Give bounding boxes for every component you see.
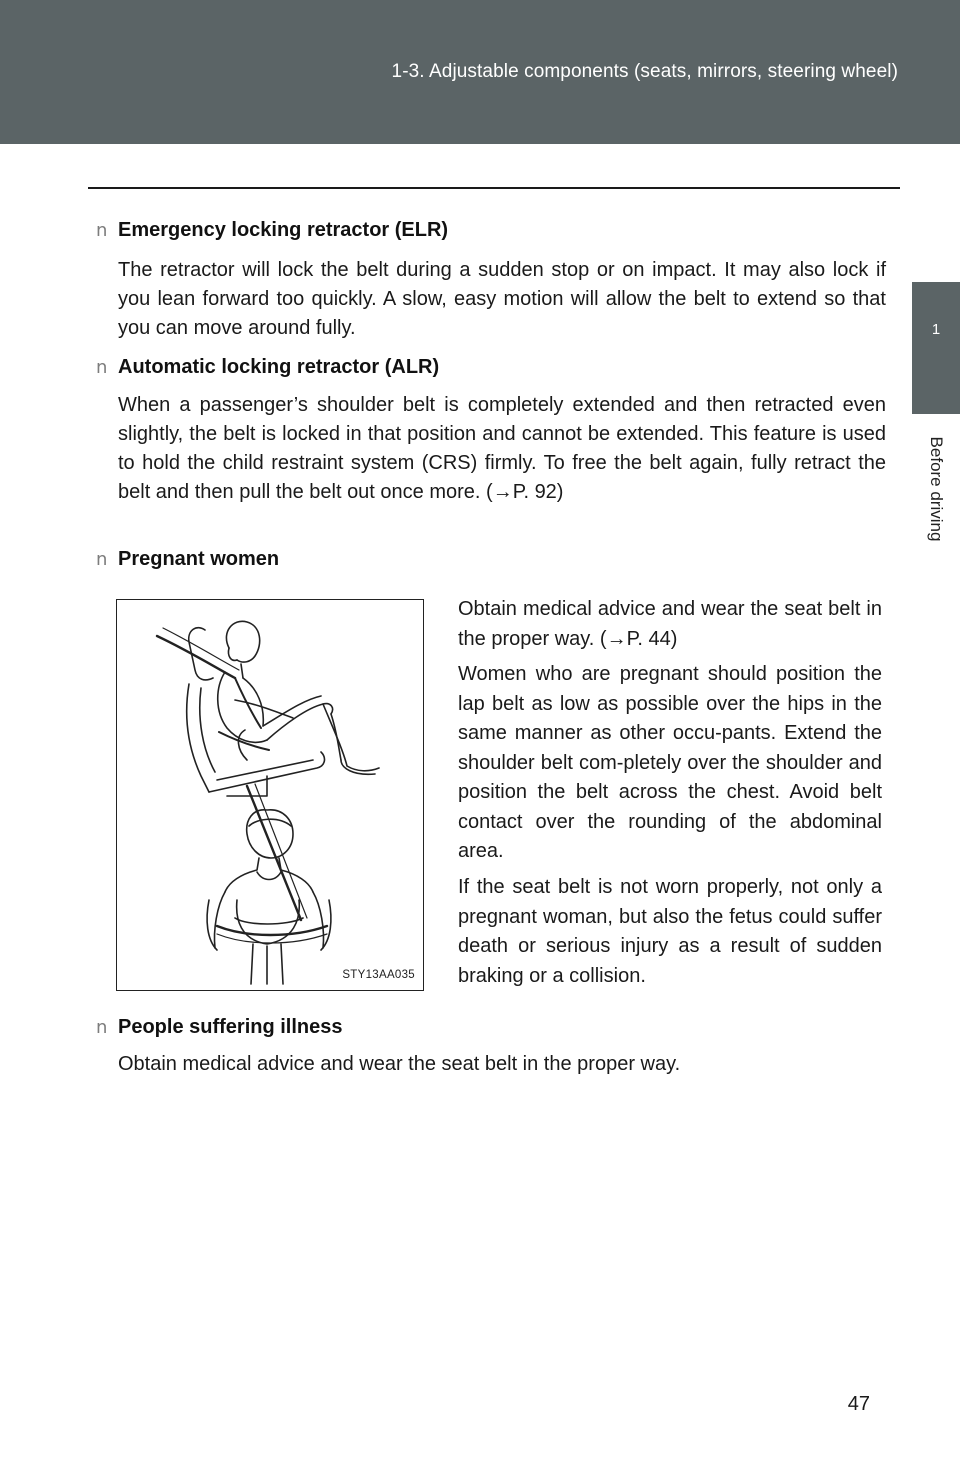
figure-code: STY13AA035 [342,969,415,981]
paragraph-pregnant-2: Women who are pregnant should position the lap belt as low as possible over the hips in the same manner as other occu-pants. Extend the shoulder belt com-pletely over the shoulder and position the belt across the chest. Avoid belt contact over the rounding of the abdominal area. [458,663,882,862]
heading-pregnant [96,548,279,571]
header-rule [88,187,900,189]
page-number: 47 [847,1393,870,1415]
figure-pregnant-seatbelt [116,599,424,991]
bullet-icon: n [96,549,108,570]
chapter-tab [912,282,960,414]
chapter-label-box [912,414,960,564]
paragraph-pregnant-3: If the seat belt is not worn properly, not only a pregnant woman, but also the fetus could suffer death or serious injury as a result of sudden braking or a collision. [458,876,882,987]
chapter-label: Before driving [927,436,946,542]
paragraph-elr: The retractor will lock the belt during a sudden stop or on impact. It may also lock if you lean forward too quickly. A slow, easy motion will allow the belt to extend so that you can move around fully. [118,259,886,339]
heading-elr-text: Emergency locking retractor (ELR) [118,219,449,241]
paragraph-illness: Obtain medical advice and wear the seat belt in the proper way. [118,1053,681,1075]
heading-illness-text: People suffering illness [118,1016,343,1038]
heading-alr-text: Automatic locking retractor (ALR) [118,356,440,378]
bullet-icon: n [96,1017,108,1038]
chapter-number: 1 [931,321,941,338]
bullet-icon: n [96,220,108,241]
pregnant-woman-seatbelt-icon [117,600,423,990]
paragraph-pregnant-1: Obtain medical advice and wear the seat belt in the proper way. (→P. 44) [458,598,882,650]
section-title: 1-3. Adjustable components (seats, mirrors, steering wheel) [391,61,898,82]
heading-elr [96,219,448,242]
paragraph-alr: When a passenger’s shoulder belt is completely extended and then retracted even slightly, the belt is locked in that position and cannot be extended. This feature is used to hold the child restraint system (CRS) firmly. To free the belt again, fully retract the belt and then pull the belt out once more. (→P. 92) [118,394,886,503]
heading-alr [96,356,439,379]
heading-illness [96,1016,343,1039]
bullet-icon: n [96,357,108,378]
heading-pregnant-text: Pregnant women [118,548,280,570]
page-header [0,0,960,144]
